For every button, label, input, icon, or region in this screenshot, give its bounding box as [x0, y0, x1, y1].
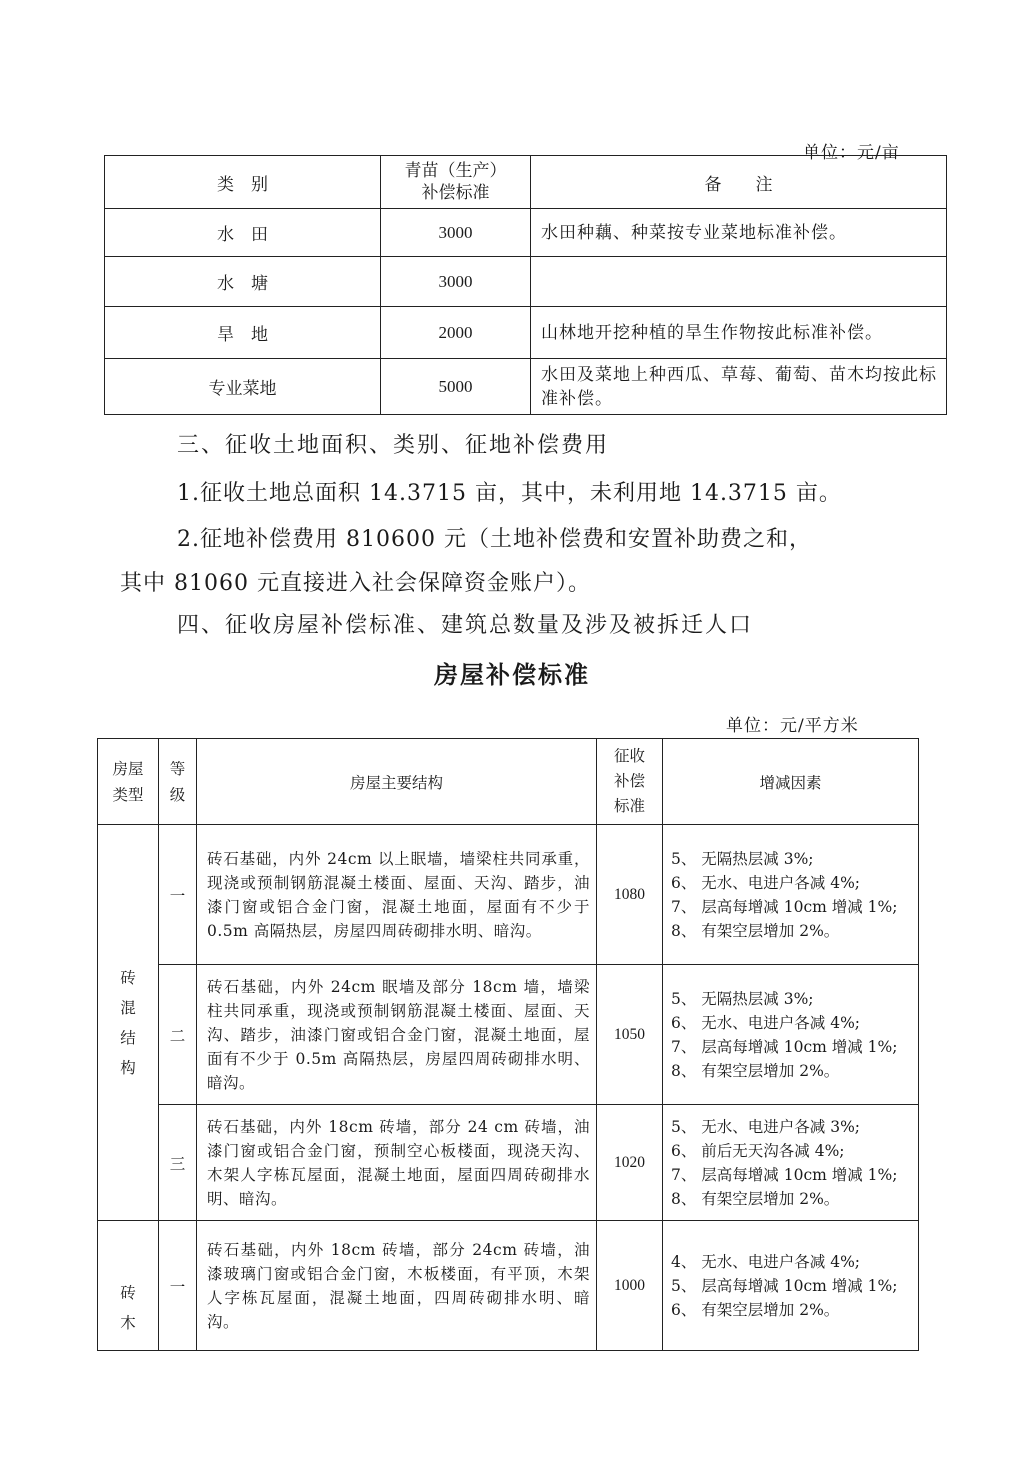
- header-standard: [597, 739, 663, 825]
- factor-item: 4、 无水、电进户各减 4%;: [671, 1252, 861, 1271]
- header-house-type: [98, 739, 159, 825]
- house-type-brick-concrete: [98, 825, 159, 1221]
- house-type-char: 砖: [120, 968, 136, 987]
- factor-item: 6、 无水、电进户各减 4%;: [671, 873, 861, 892]
- row-value: 3000: [381, 209, 531, 257]
- house-type-char: 结: [120, 1028, 136, 1047]
- header-house-type-line2: 类型: [112, 785, 144, 804]
- row-category: 旱 地: [105, 307, 381, 359]
- header-standard-line1: 青苗（生产）: [404, 161, 507, 181]
- factor-item: 7、 层高每增减 10cm 增减 1%;: [671, 1165, 898, 1184]
- house-type-char: 构: [120, 1058, 136, 1077]
- row-remark: 水田种藕、种菜按专业菜地标准补偿。: [531, 209, 947, 257]
- factor-item: 6、 有架空层增加 2%。: [671, 1300, 840, 1319]
- row-grade: 三: [159, 1105, 197, 1221]
- row-standard: 1020: [597, 1105, 663, 1221]
- factor-item: 7、 层高每增减 10cm 增减 1%;: [671, 1037, 898, 1056]
- row-grade: 一: [159, 1221, 197, 1351]
- row-structure: 砖石基础，内外 18cm 砖墙，部分 24cm 砖墙，油漆玻璃门窗或铝合金门窗，木板楼面，有平顶，木架人字栋瓦屋面，混凝土地面，四周砖砌排水明、暗沟。: [197, 1221, 597, 1351]
- factor-item: 8、 有架空层增加 2%。: [671, 921, 840, 940]
- section4-heading: 四、征收房屋补偿标准、建筑总数量及涉及被拆迁人口: [177, 613, 754, 638]
- row-factors: [663, 825, 919, 965]
- factor-item: 8、 有架空层增加 2%。: [671, 1189, 840, 1208]
- header-standard-line2: 补偿标准: [421, 183, 490, 203]
- row-value: 2000: [381, 307, 531, 359]
- row-remark: [531, 257, 947, 307]
- header-standard-line1: 征收: [613, 747, 645, 765]
- row-factors: [663, 1221, 919, 1351]
- factor-item: 6、 前后无天沟各减 4%;: [671, 1141, 845, 1160]
- factor-item: 8、 有架空层增加 2%。: [671, 1061, 840, 1080]
- header-standard-line3: 标准: [613, 797, 645, 815]
- factor-item: 5、 无隔热层减 3%;: [671, 989, 814, 1008]
- house-compensation-table: [97, 738, 919, 1351]
- row-grade: 一: [159, 825, 197, 965]
- row-structure: 砖石基础，内外 24cm 眠墙及部分 18cm 墙，墙梁柱共同承重，现浇或预制钢筋混凝土楼面、屋面、天沟、踏步，油漆门窗或铝合金门窗，混凝土地面，屋面有不少于 0.5m 高隔热层，房屋四周砖砌排水明、暗沟。: [197, 965, 597, 1105]
- factor-item: 7、 层高每增减 10cm 增减 1%;: [671, 897, 898, 916]
- row-grade: 二: [159, 965, 197, 1105]
- row-category: 水 田: [105, 209, 381, 257]
- section3-item2-line2: 其中 81060 元直接进入社会保障资金账户）。: [120, 571, 591, 596]
- row-remark: 山林地开挖种植的旱生作物按此标准补偿。: [531, 307, 947, 359]
- row-structure: 砖石基础，内外 18cm 砖墙，部分 24 cm 砖墙，油漆门窗或铝合金门窗，预制空心板楼面，现浇天沟、木架人字栋瓦屋面，混凝土地面，屋面四周砖砌排水明、暗沟。: [197, 1105, 597, 1221]
- table-header-row: [105, 156, 947, 209]
- table-row: [98, 825, 919, 965]
- header-structure: 房屋主要结构: [197, 739, 597, 825]
- house-type-char: 木: [120, 1314, 136, 1332]
- house-type-char: 砖: [120, 1284, 136, 1302]
- house-type-char: 混: [120, 998, 136, 1017]
- factor-item: 5、 层高每增减 10cm 增减 1%;: [671, 1276, 898, 1295]
- factor-item: 5、 无隔热层减 3%;: [671, 849, 814, 868]
- row-category: 专业菜地: [105, 359, 381, 415]
- crop-table-unit: 单位：元/亩: [803, 143, 900, 163]
- header-standard-line2: 补偿: [613, 772, 645, 790]
- house-type-brick-wood: [98, 1221, 159, 1351]
- row-factors: [663, 965, 919, 1105]
- header-house-type-line1: 房屋: [112, 759, 144, 778]
- row-structure: 砖石基础，内外 24cm 以上眠墙，墙梁柱共同承重，现浇或预制钢筋混凝土楼面、屋面、天沟、踏步，油漆门窗或铝合金门窗，混凝土地面，屋面有不少于 0.5m 高隔热层，房屋四周砖砌排水明、暗沟。: [197, 825, 597, 965]
- header-grade: [159, 739, 197, 825]
- row-factors: [663, 1105, 919, 1221]
- header-grade-line2: 级: [169, 785, 186, 804]
- header-category: 类 别: [105, 156, 381, 209]
- house-table-unit: 单位：元/平方米: [726, 716, 859, 736]
- table-row: [98, 1105, 919, 1221]
- row-remark: 水田及菜地上种西瓜、草莓、葡萄、苗木均按此标准补偿。: [531, 359, 947, 415]
- section3-item2-line1: 2.征地补偿费用 810600 元（土地补偿费和安置补助费之和，: [177, 527, 812, 552]
- table-row: [105, 359, 947, 415]
- header-grade-line1: 等: [169, 759, 186, 778]
- header-remarks: 备 注: [531, 156, 947, 209]
- factor-item: 6、 无水、电进户各减 4%;: [671, 1013, 861, 1032]
- table-header-row: [98, 739, 919, 825]
- crop-compensation-table: [104, 155, 947, 415]
- factor-item: 5、 无水、电进户各减 3%;: [671, 1117, 861, 1136]
- table-row: [105, 307, 947, 359]
- header-standard: [381, 156, 531, 209]
- row-value: 3000: [381, 257, 531, 307]
- header-factors: 增减因素: [663, 739, 919, 825]
- row-standard: 1000: [597, 1221, 663, 1351]
- row-standard: 1080: [597, 825, 663, 965]
- row-category: 水 塘: [105, 257, 381, 307]
- section3-item1: 1.征收土地总面积 14.3715 亩，其中，未利用地 14.3715 亩。: [177, 481, 842, 506]
- house-table-title: 房屋补偿标准: [434, 660, 590, 689]
- row-value: 5000: [381, 359, 531, 415]
- section3-heading: 三、征收土地面积、类别、征地补偿费用: [177, 433, 610, 458]
- table-row: [98, 1221, 919, 1351]
- table-row: [105, 257, 947, 307]
- row-standard: 1050: [597, 965, 663, 1105]
- table-row: [98, 965, 919, 1105]
- table-row: [105, 209, 947, 257]
